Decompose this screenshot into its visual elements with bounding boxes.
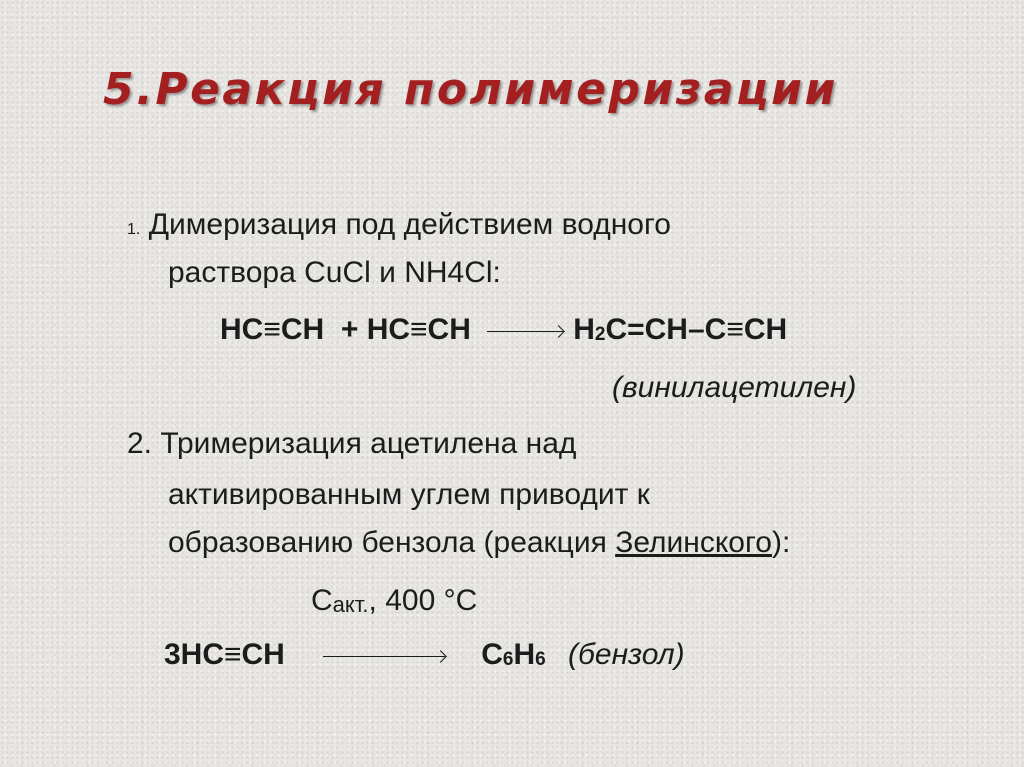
equation-trimerization [164, 638, 685, 672]
item1-line2: раствора CuCl и NH4Cl: [168, 256, 501, 289]
item2-line2: активированным углем приводит к [168, 478, 650, 511]
item1-number: 1. [127, 221, 141, 238]
item2-line3 [168, 526, 790, 560]
reaction-condition: Cакт., 400 °C [311, 584, 478, 617]
eq1-product: H2C=CH–C≡CH [573, 313, 788, 346]
slide-title: 5.Реакция полимеризации [103, 64, 838, 115]
zelinsky-link[interactable]: Зелинского [615, 526, 772, 559]
item1-text: Димеризация под действием водного [148, 208, 671, 241]
item1-line1 [127, 208, 671, 242]
equation-dimerization [220, 313, 787, 347]
eq2-arrow [323, 646, 445, 666]
eq1-product-name: (винилацетилен) [612, 371, 857, 404]
eq2-product-name: (бензол) [568, 638, 685, 671]
eq1-arrow [487, 321, 563, 341]
item2-line1: 2. Тримеризация ацетилена над [127, 427, 577, 460]
eq1-reactants: HC≡CH + HC≡CH [220, 313, 471, 346]
item2-line3-after: ): [771, 526, 791, 559]
item2-line3-before: образованию бензола (реакция [168, 526, 616, 559]
eq2-reactant: 3HC≡CH [164, 638, 285, 671]
eq2-product: C6H6 [481, 638, 546, 671]
